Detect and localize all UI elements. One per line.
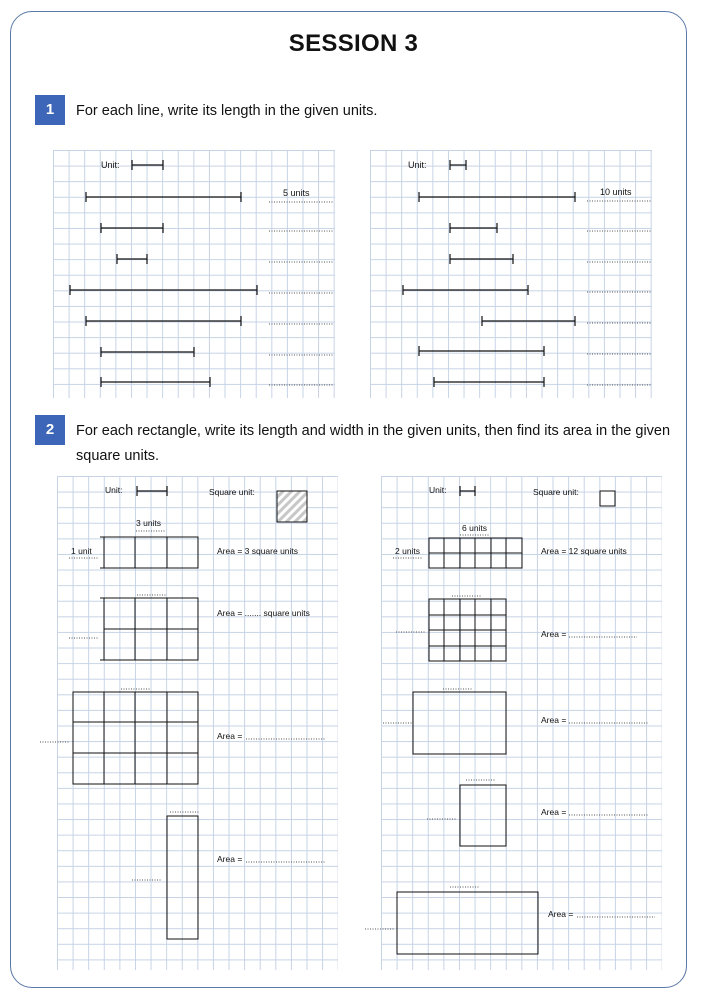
q2-right-rect5-area: Area = <box>548 909 574 919</box>
q2-left-square-unit <box>277 491 307 522</box>
q2-left-square-unit-label: Square unit: <box>209 487 255 497</box>
q2-right-example-width: 2 units <box>395 546 421 556</box>
q2-left-example-length: 3 units <box>136 518 162 528</box>
q1-left-unit-label: Unit: <box>101 160 120 170</box>
q1-left-line-4 <box>70 285 257 295</box>
q2-right-rectangle-5 <box>397 892 538 954</box>
q2-left-rect4-area: Area = <box>217 854 243 864</box>
q2-right-rectangle-2 <box>429 599 506 661</box>
q2-left-rectangle-3 <box>73 692 198 784</box>
q2-left-example-area: Area = 3 square units <box>217 546 299 556</box>
q1-right-unit-segment <box>450 160 466 170</box>
page-title: SESSION 3 <box>288 30 419 57</box>
q2-right-example-length: 6 units <box>462 523 488 533</box>
question-1-text: For each line, write its length in the given units. <box>76 103 378 119</box>
q2-left-rectangle-4 <box>167 816 198 939</box>
q1-right-line-3 <box>450 254 513 264</box>
q2-right-unit-label: Unit: <box>429 485 447 495</box>
q2-right-rect4-area: Area = <box>541 807 567 817</box>
q2-right-rect2-area: Area = <box>541 629 567 639</box>
q1-left-unit-segment <box>132 160 163 170</box>
q2-right-square-unit-label: Square unit: <box>533 487 579 497</box>
q1-left-line-2 <box>101 223 163 233</box>
q2-right-rect3-area: Area = <box>541 715 567 725</box>
question-2-text-line2: square units. <box>76 448 160 464</box>
q2-left-rect2-area: Area = ....... square units <box>217 608 310 618</box>
q2-left-rectangle-2 <box>100 598 198 660</box>
q2-right-rectangle-4 <box>460 785 506 846</box>
q1-right-line-2 <box>450 223 497 233</box>
q1-left-line-6 <box>101 347 194 357</box>
q1-left-example-answer: 5 units <box>283 188 310 198</box>
q1-left-line-5 <box>86 316 241 326</box>
q1-left-line-1 <box>86 192 241 202</box>
q2-left-example-width: 1 unit <box>71 546 92 556</box>
q1-right-line-4 <box>403 285 528 295</box>
q2-left-rectangle-1 <box>100 537 198 568</box>
q1-right-line-1 <box>419 192 575 202</box>
q1-left-line-3 <box>117 254 147 264</box>
q2-left-unit-segment <box>137 486 167 496</box>
q2-right-example-area: Area = 12 square units <box>541 546 627 556</box>
q2-left-rect3-area: Area = <box>217 731 243 741</box>
q1-right-line-6 <box>419 346 544 356</box>
q2-right-unit-segment <box>460 486 475 496</box>
q1-right-unit-label: Unit: <box>408 160 427 170</box>
q1-right-example-answer: 10 units <box>600 187 632 197</box>
question-2-number: 2 <box>35 415 65 445</box>
question-2-text-line1: For each rectangle, write its length and width in the given units, then find its area in the given <box>76 423 671 439</box>
q2-left-unit-label: Unit: <box>105 485 123 495</box>
q1-right-line-5 <box>482 316 575 326</box>
q1-left-line-7 <box>101 377 210 387</box>
q2-right-rectangle-3 <box>413 692 506 754</box>
q2-right-square-unit <box>600 491 615 506</box>
q1-right-line-7 <box>434 377 544 387</box>
q2-right-rectangle-1 <box>429 538 522 568</box>
question-1-number: 1 <box>35 95 65 125</box>
